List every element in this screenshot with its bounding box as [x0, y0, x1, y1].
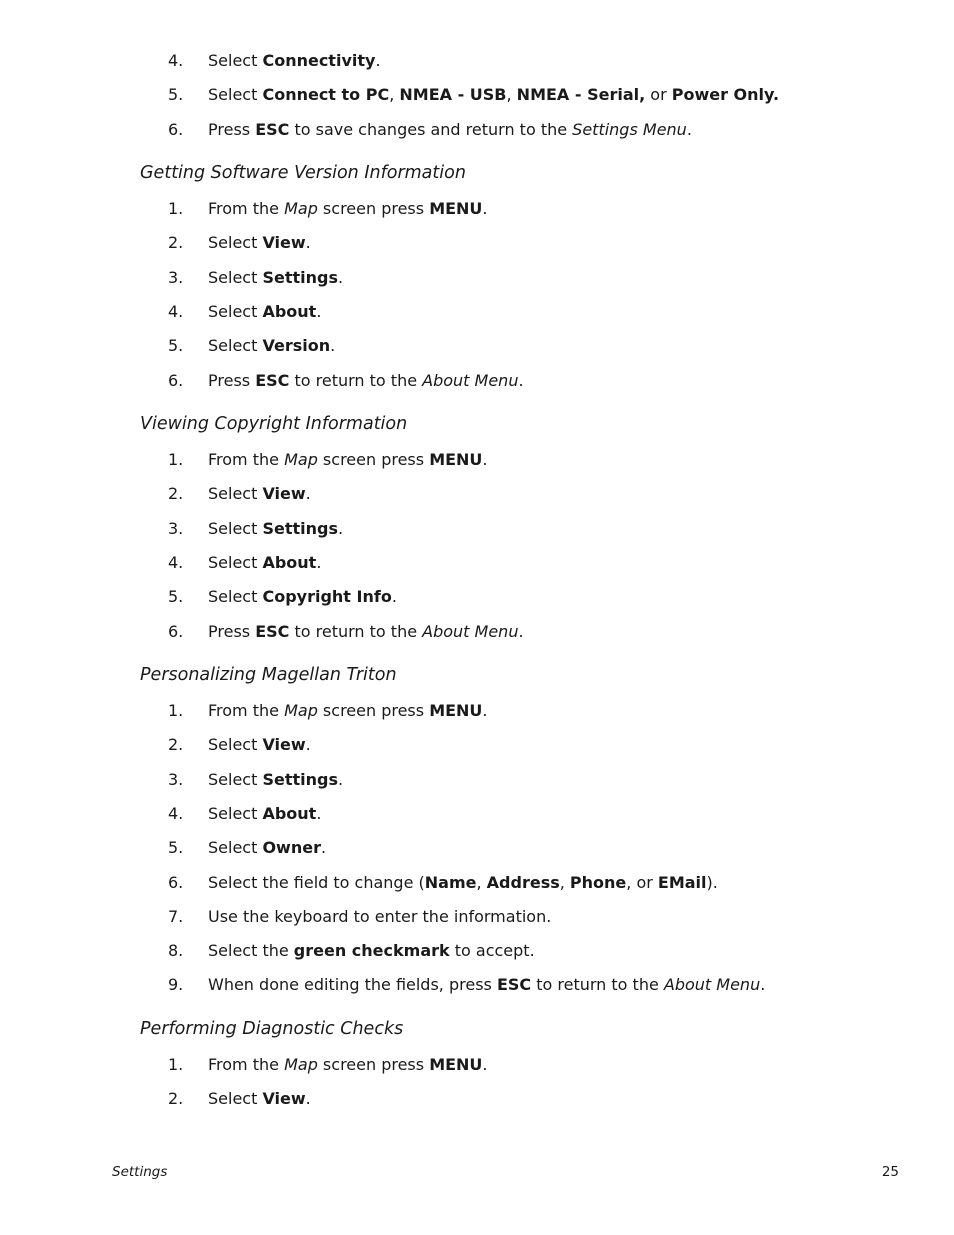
step-number: 9. — [168, 975, 184, 994]
step-text-run: Select — [208, 302, 263, 321]
step-text-run: . — [316, 804, 322, 823]
step-text-run: . — [482, 1055, 488, 1074]
step-number: 2. — [168, 1089, 184, 1108]
step-number: 7. — [168, 907, 184, 926]
bold-term: ESC — [255, 622, 290, 641]
footer-page-number: 25 — [881, 1164, 899, 1180]
step-text-run: . — [337, 770, 344, 789]
step-text-run: . — [518, 622, 524, 641]
bold-term: NMEA - Serial, — [516, 85, 646, 104]
step-number: 8. — [168, 941, 184, 960]
step-text — [208, 336, 335, 356]
bold-term: Phone — [569, 873, 627, 892]
step-number: 6. — [168, 371, 184, 390]
step-text — [208, 51, 381, 71]
bold-term: About — [262, 302, 317, 321]
step-number: 1. — [168, 701, 184, 720]
step-text-run: . — [305, 1089, 311, 1108]
italic-term: About Menu — [422, 371, 519, 390]
step-text-run: . — [305, 233, 311, 252]
step-text-run: From the — [208, 199, 285, 218]
step-text-run: Select — [208, 85, 263, 104]
step-text-run: . — [305, 484, 311, 503]
step-text-run: to return to the — [289, 371, 423, 390]
step-number: 1. — [168, 1055, 184, 1074]
step-number: 5. — [168, 838, 184, 857]
step-text — [208, 587, 397, 607]
step-number: 4. — [168, 553, 184, 572]
step-number: 3. — [168, 770, 184, 789]
footer-section-name: Settings — [112, 1164, 168, 1180]
bold-term: View — [262, 484, 306, 503]
italic-term: Map — [284, 199, 318, 218]
step-text-run: Select — [208, 804, 263, 823]
step-text — [208, 233, 311, 253]
step-text-run: , — [389, 85, 400, 104]
bold-term: MENU — [429, 450, 483, 469]
italic-term: Map — [284, 701, 318, 720]
step-text-run: From the — [208, 701, 285, 720]
step-number: 5. — [168, 587, 184, 606]
bold-term: MENU — [429, 701, 483, 720]
step-text — [208, 735, 311, 755]
step-text-run: . — [686, 120, 692, 139]
step-text — [208, 371, 524, 391]
step-text-run: screen press — [317, 199, 430, 218]
italic-term: Map — [284, 450, 318, 469]
bold-term: Settings — [262, 519, 338, 538]
step-text-run: . — [337, 268, 344, 287]
step-text-run: to save changes and return to the — [289, 120, 573, 139]
step-text-run: Use the keyboard to enter the information. — [208, 907, 552, 926]
step-text-run: . — [482, 701, 488, 720]
bold-term: Settings — [262, 770, 338, 789]
bold-term: Address — [486, 873, 560, 892]
step-text-run: . — [330, 336, 336, 355]
bold-term: Connect to PC — [262, 85, 390, 104]
step-text-run: . — [518, 371, 524, 390]
step-number: 4. — [168, 302, 184, 321]
bold-term: Connectivity — [262, 51, 376, 70]
step-number: 2. — [168, 735, 184, 754]
step-number: 1. — [168, 199, 184, 218]
step-text — [208, 450, 488, 470]
italic-term: Map — [284, 1055, 318, 1074]
step-text — [208, 838, 326, 858]
step-text-run: Select — [208, 838, 263, 857]
step-number: 5. — [168, 336, 184, 355]
step-text — [208, 873, 718, 893]
step-text — [208, 907, 551, 927]
step-text-run: Select — [208, 553, 263, 572]
italic-term: About Menu — [422, 622, 519, 641]
step-text-run: Press — [208, 622, 256, 641]
step-number: 2. — [168, 484, 184, 503]
step-text-run: . — [320, 838, 327, 857]
bold-term: NMEA - USB — [399, 85, 507, 104]
step-text-run: or — [645, 85, 672, 104]
step-text-run: to return to the — [531, 975, 664, 994]
step-text — [208, 941, 535, 961]
section-heading: Personalizing Magellan Triton — [140, 665, 397, 685]
step-number: 2. — [168, 233, 184, 252]
step-text — [208, 484, 311, 504]
step-number: 3. — [168, 268, 184, 287]
step-text — [208, 302, 321, 322]
step-number: 6. — [168, 622, 184, 641]
step-text-run: Press — [208, 371, 256, 390]
step-text-run: From the — [208, 1055, 285, 1074]
step-number: 5. — [168, 85, 184, 104]
bold-term: Name — [424, 873, 477, 892]
step-text — [208, 804, 321, 824]
step-text — [208, 1055, 488, 1075]
bold-term: MENU — [429, 1055, 483, 1074]
step-text-run: , — [476, 873, 487, 892]
bold-term: Owner — [262, 838, 321, 857]
step-text-run: Select — [208, 51, 263, 70]
step-text-run: screen press — [317, 701, 430, 720]
step-text — [208, 120, 692, 140]
bold-term: View — [262, 1089, 306, 1108]
step-text — [208, 622, 524, 642]
bold-term: green checkmark — [293, 941, 450, 960]
step-text — [208, 199, 488, 219]
step-number: 3. — [168, 519, 184, 538]
bold-term: View — [262, 735, 306, 754]
step-text-run: Press — [208, 120, 256, 139]
step-text-run: . — [482, 199, 488, 218]
step-text — [208, 701, 488, 721]
step-number: 6. — [168, 120, 184, 139]
step-text-run: to accept. — [449, 941, 535, 960]
bold-term: EMail — [657, 873, 707, 892]
step-text-run: . — [482, 450, 488, 469]
step-number: 6. — [168, 873, 184, 892]
step-text-run: . — [760, 975, 766, 994]
step-text-run: Select — [208, 587, 263, 606]
step-text-run: ). — [706, 873, 718, 892]
section-heading: Performing Diagnostic Checks — [140, 1019, 404, 1039]
bold-term: Power Only. — [671, 85, 780, 104]
bold-term: Version — [262, 336, 331, 355]
bold-term: Settings — [262, 268, 338, 287]
section-heading: Viewing Copyright Information — [140, 414, 408, 434]
step-text-run: , — [506, 85, 517, 104]
step-text — [208, 770, 343, 790]
step-text — [208, 519, 343, 539]
step-text-run: . — [316, 302, 322, 321]
step-text-run: From the — [208, 450, 285, 469]
step-text — [208, 975, 765, 995]
step-text-run: Select — [208, 770, 263, 789]
section-heading: Getting Software Version Information — [140, 163, 466, 183]
step-text-run: Select — [208, 1089, 263, 1108]
step-text-run: Select — [208, 336, 263, 355]
step-text-run: , — [559, 873, 570, 892]
bold-term: ESC — [255, 120, 290, 139]
bold-term: About — [262, 804, 317, 823]
step-text-run: Select the — [208, 941, 294, 960]
step-text-run: screen press — [317, 1055, 430, 1074]
step-text-run: to return to the — [289, 622, 423, 641]
bold-term: ESC — [496, 975, 532, 994]
step-text — [208, 1089, 311, 1109]
step-text — [208, 85, 779, 105]
step-text-run: Select — [208, 233, 263, 252]
step-text-run: Select the field to change ( — [208, 873, 425, 892]
step-text-run: Select — [208, 519, 263, 538]
italic-term: About Menu — [663, 975, 761, 994]
step-text-run: . — [305, 735, 311, 754]
step-number: 4. — [168, 804, 184, 823]
bold-term: ESC — [255, 371, 290, 390]
italic-term: Settings Menu — [572, 120, 687, 139]
step-text-run: Select — [208, 268, 263, 287]
step-text-run: Select — [208, 735, 263, 754]
step-number: 1. — [168, 450, 184, 469]
step-number: 4. — [168, 51, 184, 70]
step-text-run: screen press — [317, 450, 430, 469]
step-text-run: . — [316, 553, 322, 572]
step-text — [208, 553, 321, 573]
bold-term: View — [262, 233, 306, 252]
step-text — [208, 268, 343, 288]
step-text-run: When done editing the fields, press — [208, 975, 497, 994]
bold-term: About — [262, 553, 317, 572]
bold-term: MENU — [429, 199, 483, 218]
step-text-run: , or — [626, 873, 658, 892]
step-text-run: . — [337, 519, 344, 538]
bold-term: Copyright Info — [262, 587, 392, 606]
step-text-run: Select — [208, 484, 263, 503]
step-text-run: . — [375, 51, 381, 70]
step-text-run: . — [391, 587, 397, 606]
